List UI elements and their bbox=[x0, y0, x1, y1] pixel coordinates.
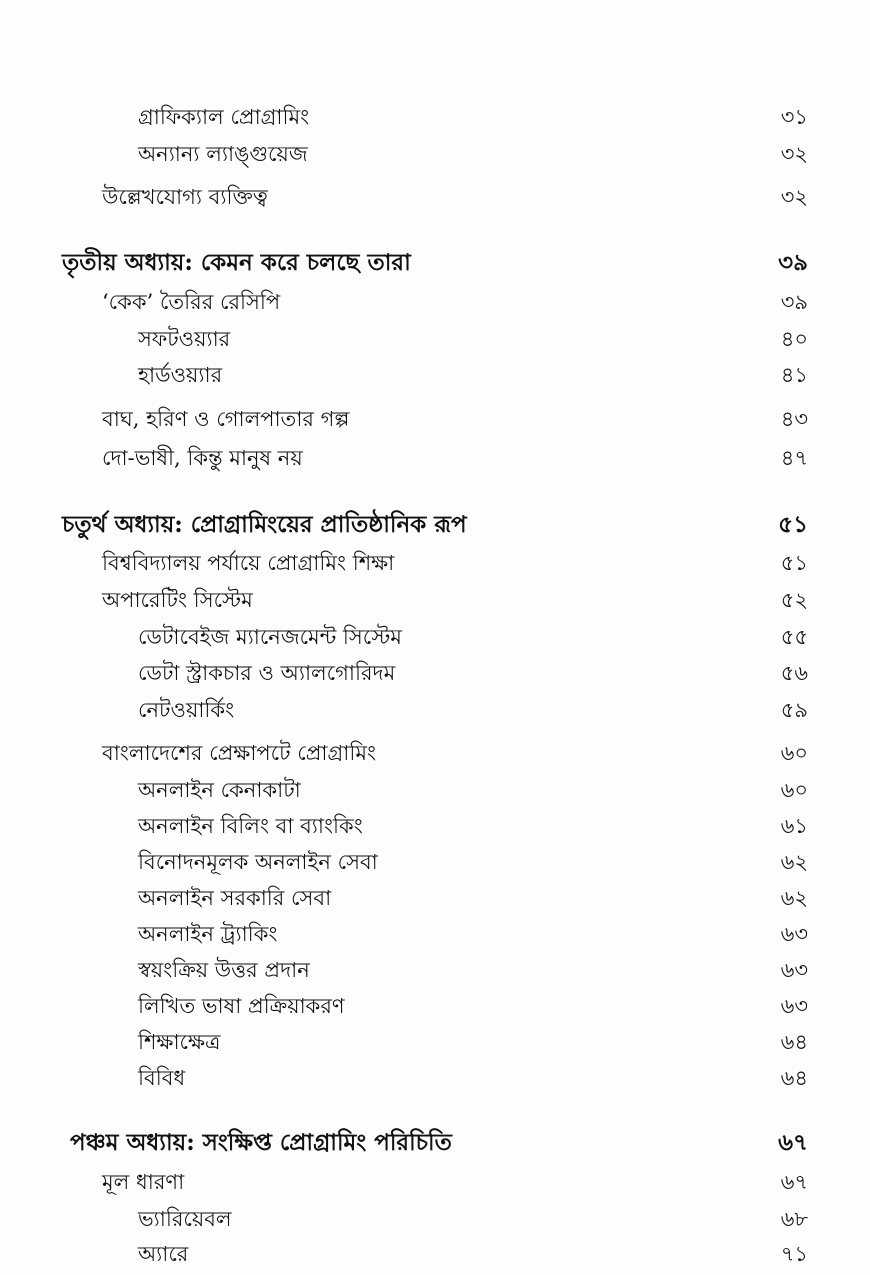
toc-entry bbox=[0, 137, 870, 171]
toc-entry-page: ৫৬ bbox=[780, 661, 808, 685]
toc-entry-page: ৬৩ bbox=[780, 994, 808, 1018]
toc-entry-page: ৫১ bbox=[780, 551, 808, 575]
toc-entry bbox=[0, 402, 870, 436]
toc-entry-title: অপারেটিং সিস্টেম bbox=[102, 588, 253, 612]
toc-chapter-page: ৬৭ bbox=[778, 1129, 808, 1156]
toc-entry-page: ৪১ bbox=[780, 363, 808, 387]
toc-chapter-heading bbox=[0, 246, 870, 280]
toc-entry bbox=[0, 809, 870, 843]
toc-entry-title: ‘কেক’ তৈরির রেসিপি bbox=[102, 290, 281, 314]
toc-entry bbox=[0, 693, 870, 727]
toc-entry bbox=[0, 546, 870, 580]
toc-entry bbox=[0, 1061, 870, 1095]
toc-entry-title: অনলাইন বিলিং বা ব্যাংকিং bbox=[138, 814, 363, 838]
toc-entry bbox=[0, 358, 870, 392]
toc-entry-title: গ্রাফিক্যাল প্রোগ্রামিং bbox=[138, 105, 310, 129]
toc-entry-page: ৪০ bbox=[780, 327, 808, 351]
toc-entry-title: অ্যারে bbox=[138, 1242, 189, 1266]
toc-entry-title: ডেটাবেইজ ম্যানেজমেন্ট সিস্টেম bbox=[138, 625, 402, 649]
toc-entry-page: ৩৯ bbox=[780, 290, 808, 314]
toc-entry-title: ডেটা স্ট্রাকচার ও অ্যালগোরিদম bbox=[138, 661, 396, 685]
toc-entry bbox=[0, 583, 870, 617]
toc-entry bbox=[0, 100, 870, 134]
toc-entry-page: ৪৩ bbox=[780, 407, 808, 431]
toc-entry bbox=[0, 322, 870, 356]
toc-entry-page: ৬০ bbox=[780, 741, 808, 765]
toc-entry-page: ৬৭ bbox=[780, 1170, 808, 1194]
toc-entry bbox=[0, 773, 870, 807]
toc-entry-title: লিখিত ভাষা প্রক্রিয়াকরণ bbox=[138, 994, 345, 1018]
toc-entry-page: ৩২ bbox=[780, 142, 808, 166]
toc-chapter-heading bbox=[0, 1126, 870, 1160]
toc-entry bbox=[0, 1202, 870, 1236]
toc-entry-page: ৩১ bbox=[780, 105, 808, 129]
toc-entry bbox=[0, 441, 870, 475]
toc-entry-title: মূল ধারণা bbox=[102, 1170, 185, 1194]
toc-entry-page: ৬৪ bbox=[780, 1030, 808, 1054]
toc-entry-title: ভ্যারিয়েবল bbox=[138, 1207, 232, 1231]
toc-entry-title: অন্যান্য ল্যাঙ্গুয়েজ bbox=[138, 142, 308, 166]
toc-entry bbox=[0, 917, 870, 951]
toc-entry-page: ৪৭ bbox=[780, 446, 808, 470]
toc-entry bbox=[0, 656, 870, 690]
toc-entry-page: ৫৫ bbox=[780, 625, 808, 649]
toc-entry-title: সফটওয়্যার bbox=[138, 327, 231, 351]
toc-chapter-title: চতুর্থ অধ্যায়: প্রোগ্রামিংয়ের প্রাতিষ্ঠানিক রূপ bbox=[62, 511, 467, 538]
toc-entry-title: বিশ্ববিদ্যালয় পর্যায়ে প্রোগ্রামিং শিক্ষা bbox=[102, 551, 395, 575]
toc-entry-page: ৬৩ bbox=[780, 958, 808, 982]
toc-entry-title: বিনোদনমূলক অনলাইন সেবা bbox=[138, 850, 378, 874]
toc-entry-title: বিবিধ bbox=[138, 1066, 186, 1090]
toc-entry bbox=[0, 953, 870, 987]
toc-entry-title: অনলাইন সরকারি সেবা bbox=[138, 886, 332, 910]
toc-entry-title: উল্লেখযোগ্য ব্যক্তিত্ব bbox=[102, 185, 268, 209]
toc-entry-page: ৩২ bbox=[780, 185, 808, 209]
toc-entry-page: ৬০ bbox=[780, 778, 808, 802]
toc-entry-title: অনলাইন কেনাকাটা bbox=[138, 778, 301, 802]
toc-chapter-heading bbox=[0, 508, 870, 542]
toc-entry-page: ৫২ bbox=[780, 588, 808, 612]
toc-entry bbox=[0, 736, 870, 770]
toc-entry-title: বাংলাদেশের প্রেক্ষাপটে প্রোগ্রামিং bbox=[102, 741, 377, 765]
toc-entry-page: ৬৩ bbox=[780, 922, 808, 946]
toc-entry-page: ৫৯ bbox=[780, 698, 808, 722]
toc-entry bbox=[0, 620, 870, 654]
toc-entry bbox=[0, 881, 870, 915]
toc-entry bbox=[0, 1165, 870, 1199]
toc-entry-page: ৬৪ bbox=[780, 1066, 808, 1090]
toc-entry-page: ৬২ bbox=[780, 850, 808, 874]
toc-entry bbox=[0, 180, 870, 214]
toc-entry-title: অনলাইন ট্র্যাকিং bbox=[138, 922, 278, 946]
toc-entry-title: শিক্ষাক্ষেত্র bbox=[138, 1030, 221, 1054]
toc-entry-title: দো-ভাষী, কিন্তু মানুষ নয় bbox=[102, 446, 303, 470]
toc-entry-page: ৬২ bbox=[780, 886, 808, 910]
toc-entry-title: হার্ডওয়্যার bbox=[138, 363, 223, 387]
toc-entry-title: স্বয়ংক্রিয় উত্তর প্রদান bbox=[138, 958, 310, 982]
toc-entry-title: বাঘ, হরিণ ও গোলপাতার গল্প bbox=[102, 407, 350, 431]
toc-entry bbox=[0, 285, 870, 319]
toc-entry bbox=[0, 989, 870, 1023]
toc-entry-page: ৬১ bbox=[780, 814, 808, 838]
toc-chapter-page: ৩৯ bbox=[778, 249, 808, 276]
toc-chapter-title: তৃতীয় অধ্যায়: কেমন করে চলছে তারা bbox=[62, 249, 411, 276]
toc-entry-page: ৭১ bbox=[780, 1242, 808, 1266]
toc-entry bbox=[0, 1237, 870, 1271]
toc-entry-page: ৬৮ bbox=[780, 1207, 808, 1231]
toc-chapter-title: পঞ্চম অধ্যায়: সংক্ষিপ্ত প্রোগ্রামিং পরিচিতি bbox=[70, 1129, 452, 1156]
toc-entry bbox=[0, 845, 870, 879]
toc-entry-title: নেটওয়ার্কিং bbox=[138, 698, 235, 722]
toc-entry bbox=[0, 1025, 870, 1059]
toc-chapter-page: ৫১ bbox=[778, 511, 808, 538]
